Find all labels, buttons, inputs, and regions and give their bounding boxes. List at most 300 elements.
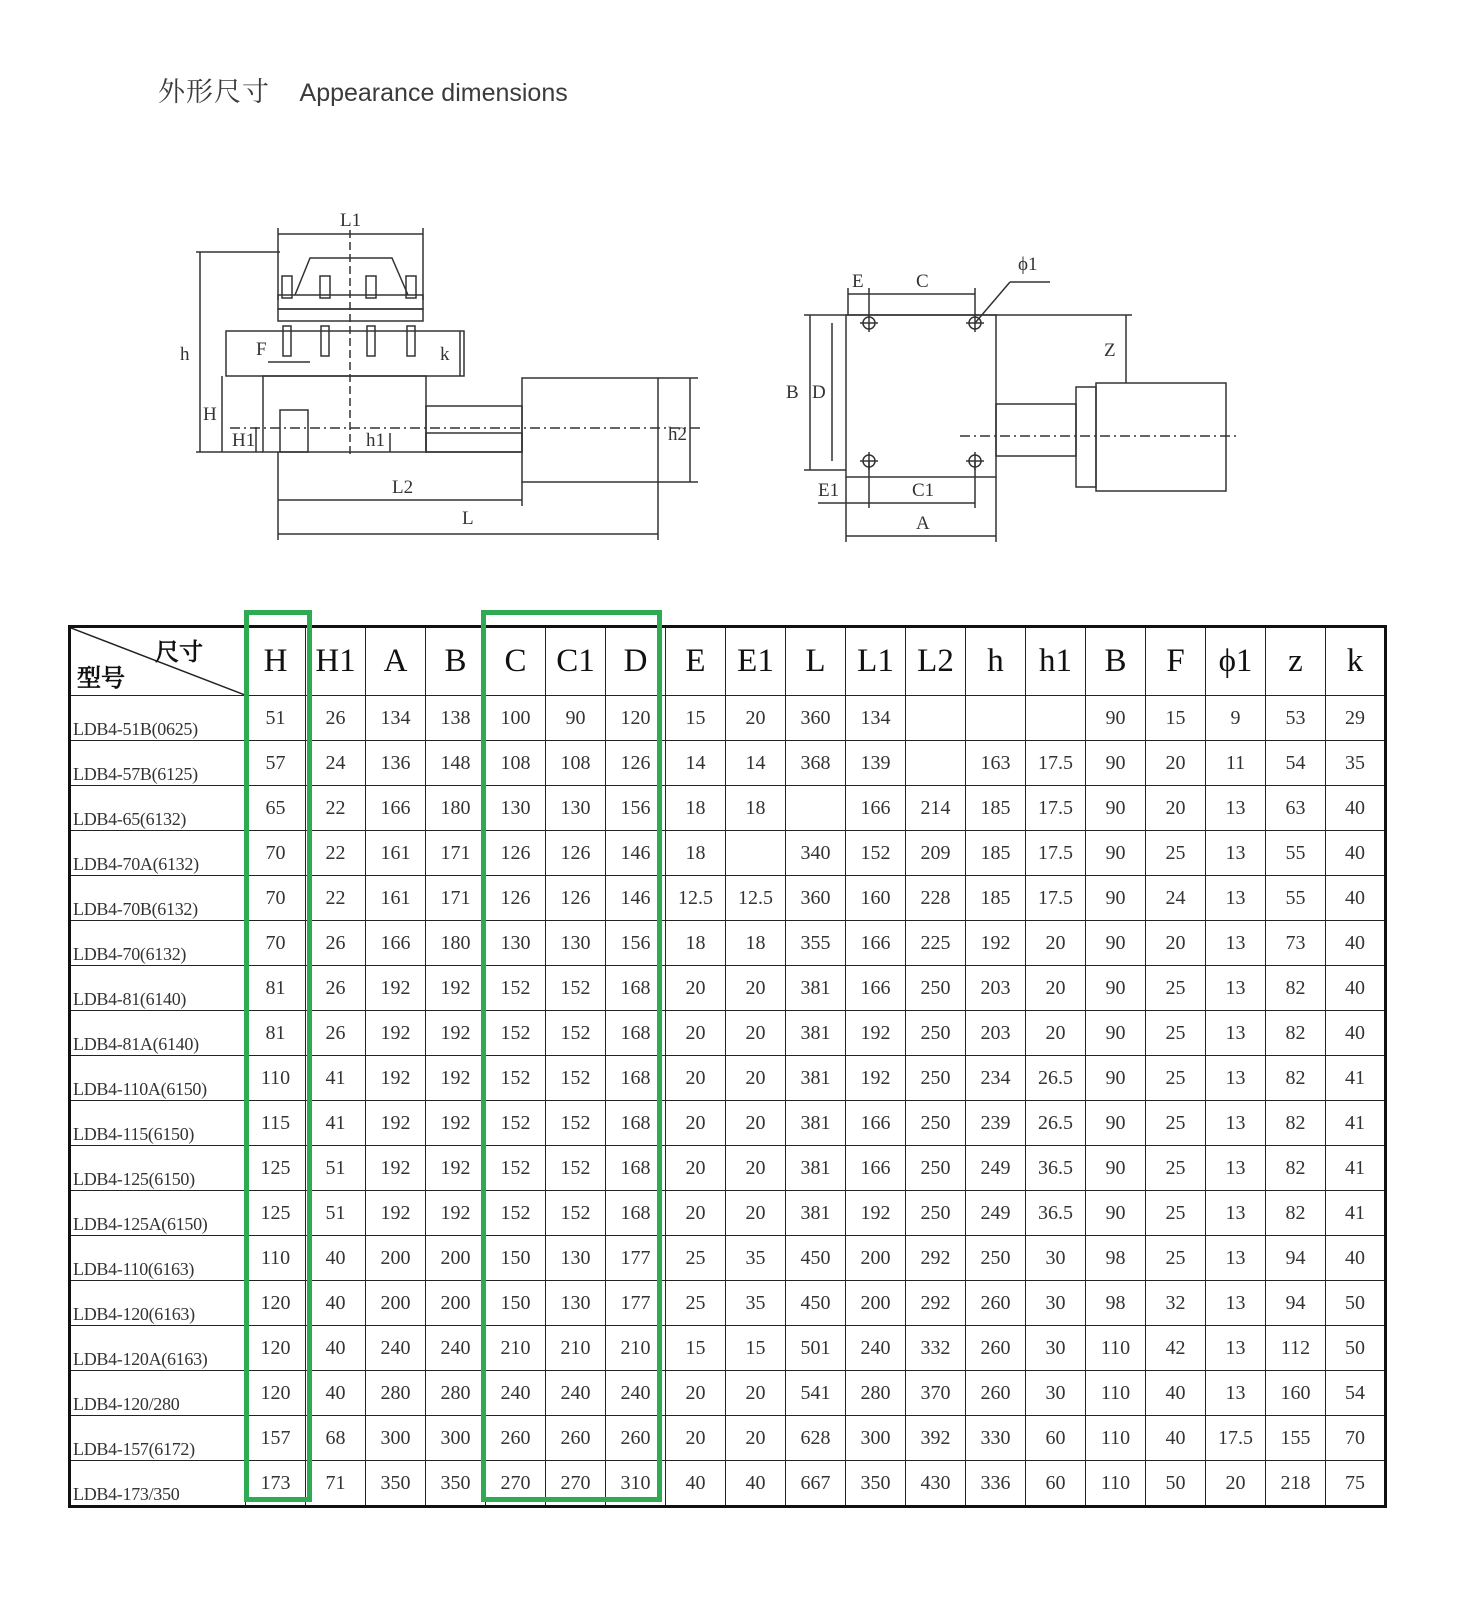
value-cell: 40 — [306, 1236, 366, 1281]
value-cell: 30 — [1026, 1281, 1086, 1326]
value-cell: 11 — [1206, 741, 1266, 786]
value-cell: 115 — [246, 1101, 306, 1146]
value-cell: 203 — [966, 966, 1026, 1011]
table-row — [70, 696, 1386, 741]
value-cell: 24 — [306, 741, 366, 786]
column-header: F — [1146, 627, 1206, 696]
value-cell: 185 — [966, 876, 1026, 921]
value-cell: 260 — [546, 1416, 606, 1461]
value-cell: 168 — [606, 1101, 666, 1146]
label-E: E — [852, 271, 864, 292]
model-cell: LDB4-65(6132) — [70, 786, 246, 831]
value-cell: 240 — [426, 1326, 486, 1371]
value-cell: 250 — [906, 1146, 966, 1191]
value-cell: 13 — [1206, 831, 1266, 876]
value-cell: 330 — [966, 1416, 1026, 1461]
value-cell: 41 — [1326, 1056, 1386, 1101]
value-cell: 210 — [606, 1326, 666, 1371]
value-cell: 25 — [1146, 1011, 1206, 1056]
value-cell: 55 — [1266, 876, 1326, 921]
value-cell: 55 — [1266, 831, 1326, 876]
table-row — [70, 1371, 1386, 1416]
column-header: k — [1326, 627, 1386, 696]
value-cell: 152 — [546, 966, 606, 1011]
value-cell: 171 — [426, 831, 486, 876]
value-cell: 292 — [906, 1236, 966, 1281]
value-cell: 20 — [1146, 786, 1206, 831]
value-cell: 152 — [486, 1146, 546, 1191]
value-cell: 29 — [1326, 696, 1386, 741]
value-cell: 36.5 — [1026, 1146, 1086, 1191]
value-cell: 180 — [426, 921, 486, 966]
value-cell: 138 — [426, 696, 486, 741]
value-cell: 18 — [666, 786, 726, 831]
value-cell: 13 — [1206, 921, 1266, 966]
model-cell: LDB4-110A(6150) — [70, 1056, 246, 1101]
table-row — [70, 786, 1386, 831]
value-cell: 13 — [1206, 876, 1266, 921]
value-cell: 381 — [786, 1011, 846, 1056]
value-cell: 20 — [726, 1056, 786, 1101]
value-cell: 57 — [246, 741, 306, 786]
mounting-holes — [860, 314, 984, 470]
value-cell: 160 — [1266, 1371, 1326, 1416]
value-cell: 98 — [1086, 1236, 1146, 1281]
label-phi1: ϕ1 — [1018, 254, 1038, 275]
model-cell: LDB4-81(6140) — [70, 966, 246, 1011]
table-row — [70, 876, 1386, 921]
column-header: A — [366, 627, 426, 696]
dimension-table — [68, 625, 1387, 1508]
value-cell: 152 — [546, 1146, 606, 1191]
value-cell: 13 — [1206, 1236, 1266, 1281]
value-cell: 541 — [786, 1371, 846, 1416]
value-cell: 17.5 — [1026, 741, 1086, 786]
value-cell: 17.5 — [1026, 786, 1086, 831]
value-cell: 108 — [546, 741, 606, 786]
value-cell: 20 — [726, 966, 786, 1011]
value-cell: 152 — [486, 966, 546, 1011]
value-cell: 25 — [1146, 1056, 1206, 1101]
value-cell: 192 — [426, 966, 486, 1011]
value-cell: 240 — [546, 1371, 606, 1416]
value-cell: 15 — [666, 1326, 726, 1371]
value-cell: 125 — [246, 1146, 306, 1191]
value-cell: 24 — [1146, 876, 1206, 921]
value-cell: 340 — [786, 831, 846, 876]
value-cell: 130 — [486, 786, 546, 831]
value-cell: 192 — [366, 1011, 426, 1056]
table-row — [70, 831, 1386, 876]
value-cell: 53 — [1266, 696, 1326, 741]
value-cell: 20 — [666, 1146, 726, 1191]
value-cell: 18 — [666, 831, 726, 876]
label-C: C — [916, 271, 929, 292]
value-cell: 90 — [1086, 1191, 1146, 1236]
value-cell: 35 — [726, 1281, 786, 1326]
model-cell: LDB4-70B(6132) — [70, 876, 246, 921]
value-cell: 81 — [246, 966, 306, 1011]
table-row — [70, 921, 1386, 966]
value-cell: 40 — [1326, 831, 1386, 876]
value-cell: 98 — [1086, 1281, 1146, 1326]
value-cell: 12.5 — [666, 876, 726, 921]
value-cell: 150 — [486, 1236, 546, 1281]
value-cell: 234 — [966, 1056, 1026, 1101]
model-cell: LDB4-125A(6150) — [70, 1191, 246, 1236]
value-cell: 177 — [606, 1236, 666, 1281]
value-cell: 155 — [1266, 1416, 1326, 1461]
value-cell: 249 — [966, 1191, 1026, 1236]
label-L: L — [462, 508, 474, 529]
value-cell: 260 — [966, 1371, 1026, 1416]
value-cell: 192 — [366, 1056, 426, 1101]
table-row — [70, 1461, 1386, 1507]
value-cell: 360 — [786, 876, 846, 921]
value-cell: 501 — [786, 1326, 846, 1371]
value-cell: 260 — [966, 1326, 1026, 1371]
value-cell: 30 — [1026, 1236, 1086, 1281]
value-cell — [726, 831, 786, 876]
value-cell: 120 — [606, 696, 666, 741]
technical-drawings — [0, 0, 1465, 600]
value-cell: 392 — [906, 1416, 966, 1461]
value-cell: 370 — [906, 1371, 966, 1416]
label-F: F — [256, 339, 267, 360]
value-cell: 94 — [1266, 1281, 1326, 1326]
value-cell: 260 — [486, 1416, 546, 1461]
value-cell: 50 — [1326, 1281, 1386, 1326]
value-cell: 70 — [246, 921, 306, 966]
value-cell: 240 — [366, 1326, 426, 1371]
value-cell: 30 — [1026, 1326, 1086, 1371]
model-cell: LDB4-51B(0625) — [70, 696, 246, 741]
table-row — [70, 1101, 1386, 1146]
value-cell: 40 — [1326, 966, 1386, 1011]
value-cell: 430 — [906, 1461, 966, 1507]
value-cell: 26.5 — [1026, 1101, 1086, 1146]
value-cell: 14 — [666, 741, 726, 786]
value-cell: 90 — [546, 696, 606, 741]
value-cell: 173 — [246, 1461, 306, 1507]
model-cell: LDB4-70(6132) — [70, 921, 246, 966]
value-cell: 13 — [1206, 966, 1266, 1011]
value-cell: 192 — [966, 921, 1026, 966]
value-cell: 200 — [366, 1236, 426, 1281]
value-cell: 168 — [606, 1191, 666, 1236]
model-cell: LDB4-115(6150) — [70, 1101, 246, 1146]
value-cell: 110 — [246, 1056, 306, 1101]
table-row — [70, 966, 1386, 1011]
label-E1: E1 — [818, 480, 840, 501]
label-H: H — [203, 404, 217, 425]
value-cell: 82 — [1266, 1056, 1326, 1101]
value-cell: 15 — [726, 1326, 786, 1371]
value-cell: 65 — [246, 786, 306, 831]
value-cell: 26.5 — [1026, 1056, 1086, 1101]
value-cell: 20 — [1146, 921, 1206, 966]
value-cell: 110 — [1086, 1326, 1146, 1371]
model-cell: LDB4-70A(6132) — [70, 831, 246, 876]
value-cell: 310 — [606, 1461, 666, 1507]
value-cell: 82 — [1266, 1101, 1326, 1146]
side-view-labels — [180, 210, 687, 529]
value-cell: 130 — [486, 921, 546, 966]
value-cell: 17.5 — [1026, 876, 1086, 921]
value-cell: 200 — [846, 1236, 906, 1281]
table-row — [70, 1056, 1386, 1101]
value-cell: 41 — [306, 1101, 366, 1146]
value-cell: 9 — [1206, 696, 1266, 741]
value-cell: 20 — [726, 1101, 786, 1146]
value-cell: 161 — [366, 831, 426, 876]
value-cell: 20 — [1026, 966, 1086, 1011]
value-cell: 20 — [666, 1011, 726, 1056]
value-cell: 13 — [1206, 1011, 1266, 1056]
value-cell: 336 — [966, 1461, 1026, 1507]
value-cell: 146 — [606, 831, 666, 876]
value-cell: 25 — [1146, 1236, 1206, 1281]
value-cell: 60 — [1026, 1461, 1086, 1507]
label-A: A — [916, 513, 930, 534]
value-cell: 51 — [306, 1191, 366, 1236]
value-cell: 152 — [546, 1101, 606, 1146]
label-h1: h1 — [366, 430, 385, 451]
value-cell: 30 — [1026, 1371, 1086, 1416]
terminal-studs — [282, 276, 416, 356]
value-cell: 22 — [306, 831, 366, 876]
value-cell: 168 — [606, 966, 666, 1011]
value-cell: 18 — [726, 786, 786, 831]
value-cell: 210 — [486, 1326, 546, 1371]
column-header: L2 — [906, 627, 966, 696]
value-cell: 13 — [1206, 786, 1266, 831]
value-cell: 350 — [426, 1461, 486, 1507]
value-cell: 156 — [606, 921, 666, 966]
value-cell: 166 — [366, 921, 426, 966]
value-cell: 42 — [1146, 1326, 1206, 1371]
value-cell: 180 — [426, 786, 486, 831]
value-cell: 350 — [846, 1461, 906, 1507]
value-cell: 157 — [246, 1416, 306, 1461]
model-cell: LDB4-173/350 — [70, 1461, 246, 1507]
value-cell: 82 — [1266, 1146, 1326, 1191]
value-cell: 20 — [666, 1191, 726, 1236]
value-cell: 280 — [366, 1371, 426, 1416]
value-cell: 14 — [726, 741, 786, 786]
column-header: B — [1086, 627, 1146, 696]
value-cell: 134 — [846, 696, 906, 741]
value-cell: 381 — [786, 1101, 846, 1146]
value-cell: 15 — [666, 696, 726, 741]
corner-label-model: 型号 — [77, 664, 125, 692]
table-row — [70, 1146, 1386, 1191]
value-cell: 20 — [726, 696, 786, 741]
value-cell: 250 — [906, 1191, 966, 1236]
value-cell: 90 — [1086, 786, 1146, 831]
value-cell: 63 — [1266, 786, 1326, 831]
value-cell: 130 — [546, 921, 606, 966]
value-cell: 13 — [1206, 1326, 1266, 1371]
value-cell: 192 — [366, 1101, 426, 1146]
value-cell: 228 — [906, 876, 966, 921]
value-cell: 13 — [1206, 1101, 1266, 1146]
value-cell: 130 — [546, 786, 606, 831]
value-cell: 90 — [1086, 741, 1146, 786]
value-cell: 300 — [366, 1416, 426, 1461]
value-cell: 20 — [1026, 921, 1086, 966]
value-cell: 240 — [846, 1326, 906, 1371]
value-cell: 40 — [306, 1371, 366, 1416]
value-cell: 200 — [366, 1281, 426, 1326]
value-cell: 166 — [846, 966, 906, 1011]
value-cell: 20 — [666, 1056, 726, 1101]
value-cell: 40 — [1326, 786, 1386, 831]
value-cell: 120 — [246, 1326, 306, 1371]
value-cell: 250 — [906, 1011, 966, 1056]
label-L1: L1 — [340, 210, 362, 231]
value-cell: 203 — [966, 1011, 1026, 1056]
value-cell: 126 — [546, 876, 606, 921]
value-cell: 260 — [606, 1416, 666, 1461]
value-cell: 240 — [606, 1371, 666, 1416]
value-cell: 40 — [1146, 1416, 1206, 1461]
column-header: C1 — [546, 627, 606, 696]
value-cell: 126 — [606, 741, 666, 786]
value-cell — [1026, 696, 1086, 741]
value-cell: 68 — [306, 1416, 366, 1461]
value-cell: 54 — [1266, 741, 1326, 786]
value-cell: 225 — [906, 921, 966, 966]
value-cell: 185 — [966, 831, 1026, 876]
column-header: B — [426, 627, 486, 696]
value-cell: 22 — [306, 786, 366, 831]
value-cell: 70 — [246, 876, 306, 921]
value-cell: 100 — [486, 696, 546, 741]
value-cell: 250 — [906, 966, 966, 1011]
value-cell: 17.5 — [1206, 1416, 1266, 1461]
value-cell: 90 — [1086, 1101, 1146, 1146]
value-cell: 185 — [966, 786, 1026, 831]
value-cell: 26 — [306, 696, 366, 741]
value-cell: 40 — [1146, 1371, 1206, 1416]
value-cell: 368 — [786, 741, 846, 786]
value-cell: 152 — [486, 1011, 546, 1056]
value-cell: 239 — [966, 1101, 1026, 1146]
value-cell: 40 — [726, 1461, 786, 1507]
value-cell: 20 — [1206, 1461, 1266, 1507]
value-cell: 26 — [306, 1011, 366, 1056]
model-cell: LDB4-57B(6125) — [70, 741, 246, 786]
value-cell: 20 — [726, 1191, 786, 1236]
value-cell: 60 — [1026, 1416, 1086, 1461]
value-cell: 12.5 — [726, 876, 786, 921]
value-cell: 81 — [246, 1011, 306, 1056]
value-cell — [906, 696, 966, 741]
value-cell: 152 — [486, 1191, 546, 1236]
value-cell: 628 — [786, 1416, 846, 1461]
value-cell: 50 — [1326, 1326, 1386, 1371]
label-k: k — [440, 344, 450, 365]
title-english: Appearance dimensions — [299, 79, 568, 107]
value-cell: 20 — [666, 966, 726, 1011]
value-cell: 40 — [306, 1326, 366, 1371]
value-cell: 40 — [1326, 1011, 1386, 1056]
value-cell: 120 — [246, 1371, 306, 1416]
value-cell: 240 — [486, 1371, 546, 1416]
value-cell: 51 — [246, 696, 306, 741]
value-cell: 73 — [1266, 921, 1326, 966]
value-cell: 152 — [546, 1056, 606, 1101]
value-cell: 192 — [426, 1101, 486, 1146]
value-cell: 152 — [846, 831, 906, 876]
value-cell: 25 — [1146, 1191, 1206, 1236]
value-cell: 20 — [726, 1011, 786, 1056]
column-header: E1 — [726, 627, 786, 696]
label-D: D — [812, 382, 826, 403]
model-cell: LDB4-120/280 — [70, 1371, 246, 1416]
value-cell: 25 — [1146, 1101, 1206, 1146]
value-cell: 20 — [1146, 741, 1206, 786]
value-cell: 82 — [1266, 1011, 1326, 1056]
value-cell: 250 — [906, 1056, 966, 1101]
value-cell: 209 — [906, 831, 966, 876]
value-cell: 110 — [246, 1236, 306, 1281]
label-C1: C1 — [912, 480, 935, 501]
value-cell: 112 — [1266, 1326, 1326, 1371]
table-row — [70, 741, 1386, 786]
value-cell: 41 — [1326, 1191, 1386, 1236]
value-cell: 13 — [1206, 1371, 1266, 1416]
value-cell: 192 — [846, 1191, 906, 1236]
value-cell: 13 — [1206, 1056, 1266, 1101]
value-cell: 17.5 — [1026, 831, 1086, 876]
value-cell: 667 — [786, 1461, 846, 1507]
model-cell: LDB4-125(6150) — [70, 1146, 246, 1191]
value-cell: 110 — [1086, 1461, 1146, 1507]
value-cell: 136 — [366, 741, 426, 786]
value-cell: 355 — [786, 921, 846, 966]
value-cell: 166 — [366, 786, 426, 831]
column-header: ϕ1 — [1206, 627, 1266, 696]
value-cell: 94 — [1266, 1236, 1326, 1281]
value-cell: 32 — [1146, 1281, 1206, 1326]
value-cell: 134 — [366, 696, 426, 741]
value-cell: 270 — [546, 1461, 606, 1507]
table-header-row — [70, 627, 1386, 696]
value-cell: 192 — [426, 1146, 486, 1191]
value-cell: 71 — [306, 1461, 366, 1507]
value-cell: 166 — [846, 1101, 906, 1146]
value-cell: 148 — [426, 741, 486, 786]
value-cell: 25 — [1146, 1146, 1206, 1191]
label-B: B — [786, 382, 799, 403]
value-cell: 146 — [606, 876, 666, 921]
model-cell: LDB4-120A(6163) — [70, 1326, 246, 1371]
value-cell: 166 — [846, 786, 906, 831]
value-cell: 280 — [846, 1371, 906, 1416]
table-body — [70, 696, 1386, 1507]
value-cell: 25 — [1146, 966, 1206, 1011]
value-cell: 40 — [666, 1461, 726, 1507]
value-cell: 200 — [846, 1281, 906, 1326]
model-cell: LDB4-157(6172) — [70, 1416, 246, 1461]
value-cell: 90 — [1086, 966, 1146, 1011]
value-cell: 40 — [1326, 876, 1386, 921]
value-cell: 126 — [546, 831, 606, 876]
value-cell: 152 — [486, 1056, 546, 1101]
value-cell — [786, 786, 846, 831]
